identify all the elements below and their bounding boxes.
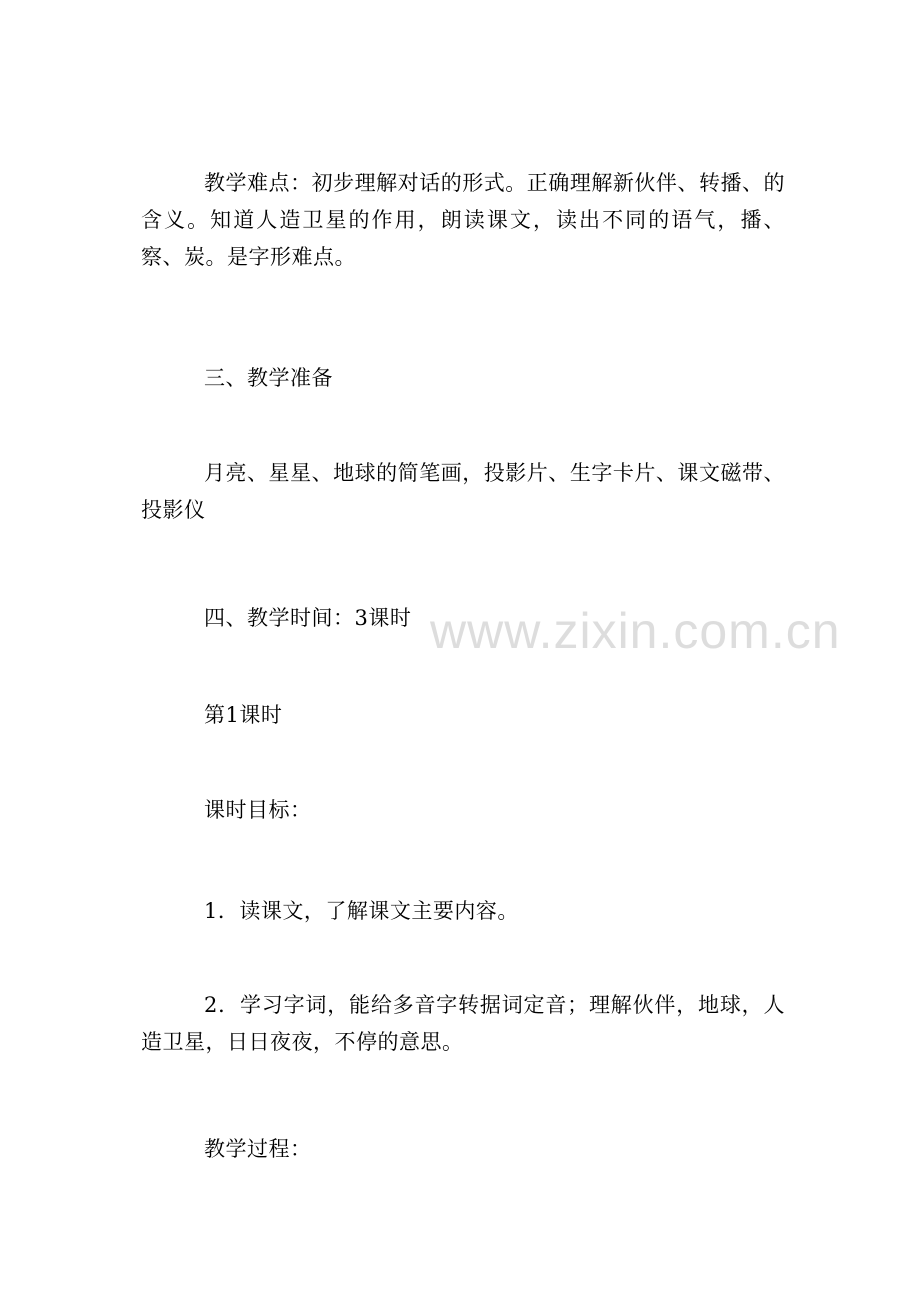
heading-teaching-time: 四、教学时间：3课时 [204, 606, 412, 630]
paragraph-preparation-items: 月亮、星星、地球的简笔画，投影片、生字卡片、课文磁带、投影仪 [141, 461, 785, 522]
heading-teaching-process: 教学过程： [204, 1137, 312, 1161]
paragraph-teaching-difficulty: 教学难点：初步理解对话的形式。正确理解新伙伴、转播、的含义。知道人造卫星的作用，朗读课文，读出不同的语气，播、察、炭。是字形难点。 [141, 171, 785, 269]
heading-lesson-objectives: 课时目标： [204, 798, 312, 822]
heading-teaching-preparation: 三、教学准备 [204, 366, 333, 390]
list-item-objective-1: 1．读课文，了解课文主要内容。 [204, 899, 519, 923]
list-item-objective-2: 2．学习字词，能给多音字转据词定音；理解伙伴，地球，人造卫星，日日夜夜，不停的意思。 [141, 993, 785, 1054]
site-watermark: www.zixin.com.cn [430, 603, 841, 659]
heading-lesson-one: 第1课时 [204, 703, 283, 727]
